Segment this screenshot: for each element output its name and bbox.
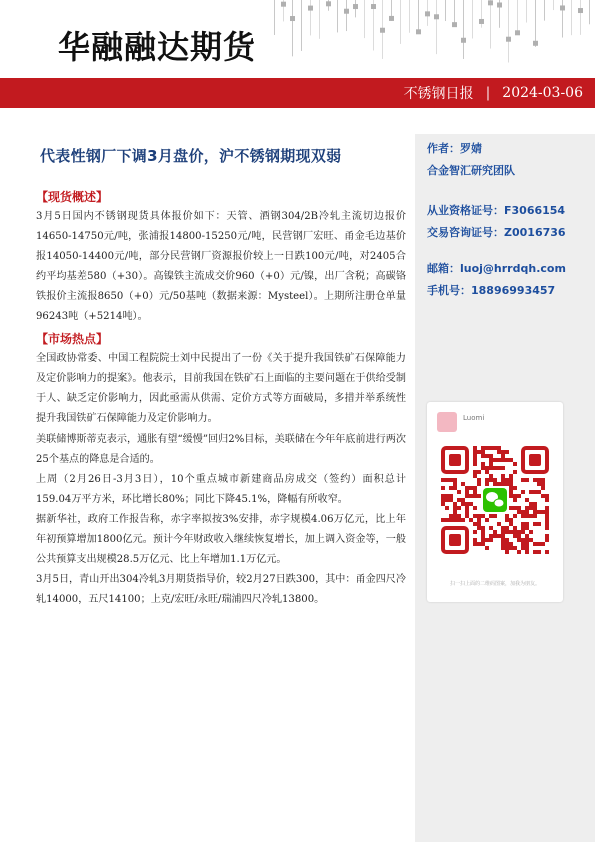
qr-code[interactable]	[441, 446, 549, 554]
author-name: 罗婧	[460, 142, 482, 155]
spot-paragraph: 3月5日国内不锈钢现货具体报价如下：天管、酒钢304/2B冷轧主流切边报价14650-14750元/吨，张浦报14800-15250元/吨，民营钢厂宏旺、甬金毛边基价报14050-14400元/吨，部分民营钢厂资源报价较上一日跌100元/吨，对2405合约平均基差580（+30）。高镍铁主流成交价960（+0）元/镍，出厂含税；高碳铬铁报价主流报8650（+0）元/50基吨（数据来源：Mysteel）。上期所注册仓单量96243吨（+5214吨）。	[36, 211, 406, 322]
consult-number: Z0016736	[504, 226, 566, 239]
report-banner	[0, 78, 595, 108]
banner-separator: |	[485, 85, 491, 101]
news-paragraph-4: 据新华社，政府工作报告称，赤字率拟按3%安排，赤字规模4.06万亿元，比上年年初预算增加1800亿元。预计今年财政收入继续恢复增长，加上调入资金等，一般公共预算支出规模28.5万亿元、比上年增加1.1万亿元。	[36, 514, 406, 565]
wechat-qr-card	[427, 402, 563, 602]
consult-line: 交易咨询证号：Z0016736	[427, 226, 566, 239]
qr-caption: 扫一扫上面的二维码图案，加我为朋友。	[449, 581, 540, 587]
email-address[interactable]: luoj@hrrdqh.com	[460, 262, 566, 275]
section-heading-spot: 【现货概述】	[36, 190, 109, 204]
report-date: 2024-03-06	[502, 85, 583, 101]
author-line: 作者：罗婧	[427, 142, 482, 155]
news-paragraph-1: 全国政协常委、中国工程院院士刘中民提出了一份《关于提升我国铁矿石保障能力及定价影响力的提案》。他表示，目前我国在铁矿石上面临的主要问题在于供给受制于人、缺乏定价影响力，因此亟需从供需、定价方式等方面破局，多措并举系统性提升我国铁矿石保障能力及定价影响力。	[36, 353, 406, 424]
news-paragraph-2: 美联储博斯蒂克表示，通胀有望“缓慢”回归2%目标，美联储在今年年底前进行两次25个基点的降息是合适的。	[36, 434, 406, 465]
phone-line: 手机号：18896993457	[427, 284, 556, 297]
license-block	[427, 200, 566, 244]
section-heading-news: 【市场热点】	[36, 332, 109, 346]
report-type: 不锈钢日报	[403, 86, 474, 102]
news-paragraph-3: 上周（2月26日-3月3日），10个重点城市新建商品房成交（签约）面积总计159.04万平方米，环比增长80%；同比下降45.1%，降幅有所收窄。	[36, 474, 406, 505]
wechat-icon	[483, 488, 507, 512]
author-sidebar	[415, 134, 595, 842]
article-title: 代表性钢厂下调3月盘价，沪不锈钢期现双弱	[40, 147, 342, 165]
phone-number: 18896993457	[471, 284, 556, 297]
qr-profile-name: Luomi	[463, 414, 485, 422]
header-decoration	[270, 0, 595, 78]
news-paragraph-5: 3月5日，青山开出304冷轧3月期货指导价，较2月27日跌300，其中：甬金四尺冷轧14000，五尺14100；上克/宏旺/永旺/瑞浦四尺冷轧13800。	[36, 574, 406, 605]
company-logo-text: 华融融达期货	[58, 28, 257, 66]
email-line[interactable]: 邮箱：luoj@hrrdqh.com	[427, 262, 566, 275]
author-block	[427, 138, 515, 182]
license-line: 从业资格证号：F3066154	[427, 204, 566, 217]
team-name: 合金智汇研究团队	[427, 164, 515, 177]
contact-block	[427, 258, 566, 302]
avatar	[437, 412, 457, 432]
report-header	[0, 0, 595, 78]
license-number: F3066154	[504, 204, 566, 217]
